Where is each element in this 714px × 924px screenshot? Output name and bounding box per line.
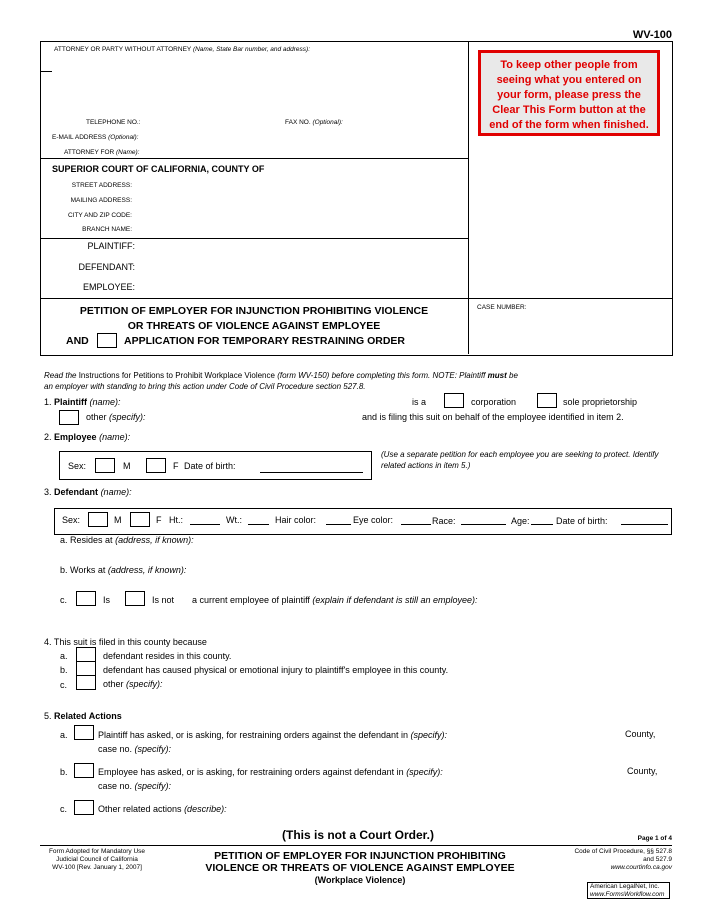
parties-divider xyxy=(40,238,469,239)
item3-label xyxy=(44,487,132,497)
defendant-sex-m-label: M xyxy=(114,515,122,525)
item5b-case-label: case no. xyxy=(98,781,133,791)
item4a-letter: a. xyxy=(60,651,68,661)
defendant-sex-m-checkbox[interactable] xyxy=(88,512,108,527)
intro-instructions: Instructions for Petitions to Prohibit Workplace Violence xyxy=(78,371,275,380)
item4c-checkbox[interactable] xyxy=(76,675,96,690)
sole-proprietorship-label: sole proprietorship xyxy=(563,397,638,407)
item5c-text xyxy=(98,804,227,814)
notice-line-1: To keep other people from xyxy=(500,59,638,71)
item1-name-hint: (name): xyxy=(89,397,121,407)
item3a xyxy=(60,535,194,545)
item3-name-hint: (name): xyxy=(100,487,132,497)
employee-sex-label: Sex: xyxy=(68,461,87,471)
item3a-hint: (address, if known): xyxy=(115,535,194,545)
item4b-text: defendant has caused physical or emotional injury to plaintiff's employee in this county. xyxy=(103,665,449,675)
item4b-letter: b. xyxy=(60,665,68,675)
footer-rule xyxy=(40,845,672,846)
item1-num: 1. xyxy=(44,397,52,407)
employee-dob-label: Date of birth: xyxy=(184,461,236,471)
employee-note: (Use a separate petition for each employee you are seeking to protect. Identify related actions in item 5.) xyxy=(381,450,659,470)
plaintiff-label: PLAINTIFF: xyxy=(87,241,135,251)
title-and: AND xyxy=(66,335,89,347)
fax-label-text: FAX NO. xyxy=(285,119,311,126)
fax-label xyxy=(285,119,343,126)
item1-plaintiff: Plaintiff xyxy=(54,397,88,407)
code-line-3: www.courtinfo.ca.gov xyxy=(610,864,672,871)
attorney-margin-mark xyxy=(40,71,52,72)
adopted-block xyxy=(38,848,156,872)
mailing-address-label: MAILING ADDRESS: xyxy=(70,197,132,204)
attorney-label xyxy=(54,46,310,53)
publisher-name: American LegalNet, Inc. xyxy=(590,883,660,890)
item4-intro: 4. This suit is filed in this county because xyxy=(44,637,207,647)
tro-application-checkbox[interactable] xyxy=(97,333,117,348)
item5b-case-hint: (specify): xyxy=(134,781,172,791)
item5a-county: County, xyxy=(625,729,656,739)
item5c-main: Other related actions xyxy=(98,804,182,814)
intro-line-2: an employer with standing to bring this action under Code of Civil Procedure section 527.8. xyxy=(44,382,366,391)
petition-title-line-2: OR THREATS OF VIOLENCE AGAINST EMPLOYEE xyxy=(127,320,381,332)
email-label xyxy=(52,134,138,141)
item2-name-hint: (name): xyxy=(99,432,131,442)
item4c-text xyxy=(103,679,163,689)
attorney-hint: (Name, State Bar number, and address): xyxy=(192,46,311,53)
telephone-label: TELEPHONE NO.: xyxy=(86,119,141,126)
item4b-checkbox[interactable] xyxy=(76,661,96,676)
item2-label xyxy=(44,432,130,442)
item3c-is-label: Is xyxy=(103,595,111,605)
corporation-checkbox[interactable] xyxy=(444,393,464,408)
item4c-hint: (specify): xyxy=(126,679,163,689)
footer-title xyxy=(170,850,550,886)
case-number-label: CASE NUMBER: xyxy=(477,304,527,311)
form-id: WV-100 xyxy=(632,29,672,41)
defendant-dob-label: Date of birth: xyxy=(556,516,608,526)
code-line-2: and 527.9 xyxy=(643,856,672,863)
item3-num: 3. xyxy=(44,487,52,497)
item2-num: 2. xyxy=(44,432,52,442)
item4a-text: defendant resides in this county. xyxy=(103,651,232,661)
defendant-dob-field[interactable] xyxy=(621,524,668,525)
item5c-hint: (describe): xyxy=(184,804,227,814)
item5-title: Related Actions xyxy=(54,711,122,721)
item5-label xyxy=(44,711,122,721)
plaintiff-other-checkbox[interactable] xyxy=(59,410,79,425)
employee-sex-m-checkbox[interactable] xyxy=(95,458,115,473)
adopted-line-1: Form Adopted for Mandatory Use xyxy=(48,848,146,855)
attorney-for-hint: (Name): xyxy=(116,149,140,156)
item5b-letter: b. xyxy=(60,767,68,777)
defendant-race-label: Race: xyxy=(432,516,456,526)
defendant-race-field[interactable] xyxy=(461,524,506,525)
item5a-letter: a. xyxy=(60,730,68,740)
adopted-line-3: WV-100 [Rev. January 1, 2007] xyxy=(52,864,142,871)
item1-other: other xyxy=(86,412,107,422)
notice-line-2: seeing what you entered on xyxy=(496,74,642,86)
item3c-hint: (explain if defendant is still an employee): xyxy=(312,595,478,605)
item4c-letter: c. xyxy=(60,680,68,690)
clear-form-notice xyxy=(478,50,660,136)
item3c-text xyxy=(192,595,478,605)
email-label-text: E-MAIL ADDRESS xyxy=(52,134,107,141)
item1-label xyxy=(44,397,121,407)
item3c-letter: c. xyxy=(60,595,68,605)
item1-specify: (specify): xyxy=(109,412,146,422)
item4a-checkbox[interactable] xyxy=(76,647,96,662)
item5b-case-no xyxy=(98,781,171,791)
defendant-height-field[interactable] xyxy=(190,524,220,525)
attorney-label-text: ATTORNEY OR PARTY WITHOUT ATTORNEY xyxy=(54,46,192,53)
intro-form-ref: (form WV-150) before completing this form. NOTE: Plaintiff xyxy=(277,371,486,380)
footer-title-line-2: VIOLENCE OR THREATS OF VIOLENCE AGAINST EMPLOYEE xyxy=(205,862,515,874)
attorney-for-label xyxy=(64,149,140,156)
item1-filing-text: and is filing this suit on behalf of the employee identified in item 2. xyxy=(362,412,624,422)
email-hint: (Optional): xyxy=(108,134,139,141)
defendant-sex-label: Sex: xyxy=(62,515,81,525)
item5c-checkbox[interactable] xyxy=(74,800,94,815)
publisher-url[interactable]: www.FormsWorkflow.com xyxy=(590,891,665,898)
item5b-county: County, xyxy=(627,766,658,776)
code-block xyxy=(522,848,672,872)
item5a-checkbox[interactable] xyxy=(74,725,94,740)
court-title: SUPERIOR COURT OF CALIFORNIA, COUNTY OF xyxy=(52,164,265,174)
employee-dob-field[interactable] xyxy=(260,472,363,473)
sole-proprietorship-checkbox[interactable] xyxy=(537,393,557,408)
footer-title-line-1: PETITION OF EMPLOYER FOR INJUNCTION PROHIBITING xyxy=(214,850,506,862)
code-line-1: Code of Civil Procedure, §§ 527.8 xyxy=(574,848,672,855)
caption-vertical-divider xyxy=(468,41,469,354)
plaintiff-other-label xyxy=(86,412,146,422)
footer-title-line-3: (Workplace Violence) xyxy=(314,875,406,885)
city-zip-label: CITY AND ZIP CODE: xyxy=(67,212,132,219)
employee-sex-f-checkbox[interactable] xyxy=(146,458,166,473)
notice-line-5: end of the form when finished. xyxy=(489,119,649,131)
adopted-line-2: Judicial Council of California xyxy=(56,856,138,863)
item3b-text: Works at xyxy=(70,565,106,575)
defendant-weight-field[interactable] xyxy=(248,524,269,525)
petition-title-line-1: PETITION OF EMPLOYER FOR INJUNCTION PROHIBITING VIOLENCE xyxy=(79,305,429,317)
intro-read: Read the xyxy=(44,371,77,380)
employee-sex-m-label: M xyxy=(123,461,131,471)
branch-name-label: BRANCH NAME: xyxy=(82,226,132,233)
defendant-age-label: Age: xyxy=(511,516,530,526)
attorney-for-text: ATTORNEY FOR xyxy=(64,149,115,156)
defendant-eye-field[interactable] xyxy=(401,524,431,525)
item5a-case-no xyxy=(98,744,171,754)
item5a-text xyxy=(98,730,447,740)
defendant-weight-label: Wt.: xyxy=(226,515,242,525)
defendant-eye-label: Eye color: xyxy=(353,515,394,525)
defendant-hair-field[interactable] xyxy=(326,524,351,525)
item5b-checkbox[interactable] xyxy=(74,763,94,778)
corporation-label: corporation xyxy=(471,397,517,407)
item5b-hint: (specify): xyxy=(406,767,443,777)
item5c-letter: c. xyxy=(60,804,68,814)
defendant-height-label: Ht.: xyxy=(169,515,184,525)
intro-be: be xyxy=(509,371,518,380)
item3-defendant: Defendant xyxy=(54,487,99,497)
defendant-age-field[interactable] xyxy=(531,524,553,525)
notice-line-3: your form, please press the xyxy=(497,89,641,101)
item5a-case-label: case no. xyxy=(98,744,133,754)
item2-employee: Employee xyxy=(54,432,97,442)
item3c-main: a current employee of plaintiff xyxy=(192,595,310,605)
petition-title-line-3: APPLICATION FOR TEMPORARY RESTRAINING ORDER xyxy=(124,335,405,347)
intro-paragraph xyxy=(44,370,674,392)
item3a-letter: a. xyxy=(60,535,68,545)
defendant-sex-f-label: F xyxy=(156,515,162,525)
defendant-is-employee-checkbox[interactable] xyxy=(76,591,96,606)
defendant-hair-label: Hair color: xyxy=(275,515,317,525)
item3c-is-not-label: Is not xyxy=(152,595,175,605)
notice-line-4: Clear This Form button at the xyxy=(492,104,646,116)
item5a-main: Plaintiff has asked, or is asking, for restraining orders against the defendant in xyxy=(98,730,409,740)
item3b xyxy=(60,565,186,575)
defendant-is-not-employee-checkbox[interactable] xyxy=(125,591,145,606)
defendant-label: DEFENDANT: xyxy=(78,262,135,272)
employee-sex-f-label: F xyxy=(173,461,179,471)
court-divider xyxy=(40,158,469,159)
item3b-hint: (address, if known): xyxy=(107,565,187,575)
item5b-main: Employee has asked, or is asking, for restraining orders against defendant in xyxy=(98,767,404,777)
page-number: Page 1 of 4 xyxy=(637,835,672,842)
publisher-box xyxy=(587,882,670,899)
item3b-letter: b. xyxy=(60,565,68,575)
item4c-other: other xyxy=(103,679,124,689)
street-address-label: STREET ADDRESS: xyxy=(71,182,132,189)
item5-num: 5. xyxy=(44,711,52,721)
item5b-text xyxy=(98,767,443,777)
item3a-text: Resides at xyxy=(70,535,113,545)
intro-must: must xyxy=(487,371,507,380)
defendant-sex-f-checkbox[interactable] xyxy=(130,512,150,527)
fax-hint: (Optional): xyxy=(312,119,343,126)
employee-label: EMPLOYEE: xyxy=(82,282,135,292)
item5a-case-hint: (specify): xyxy=(134,744,172,754)
title-divider xyxy=(40,298,672,299)
item1-is-a: is a xyxy=(412,397,427,407)
not-court-order: (This is not a Court Order.) xyxy=(282,828,435,842)
item5a-hint: (specify): xyxy=(410,730,448,740)
